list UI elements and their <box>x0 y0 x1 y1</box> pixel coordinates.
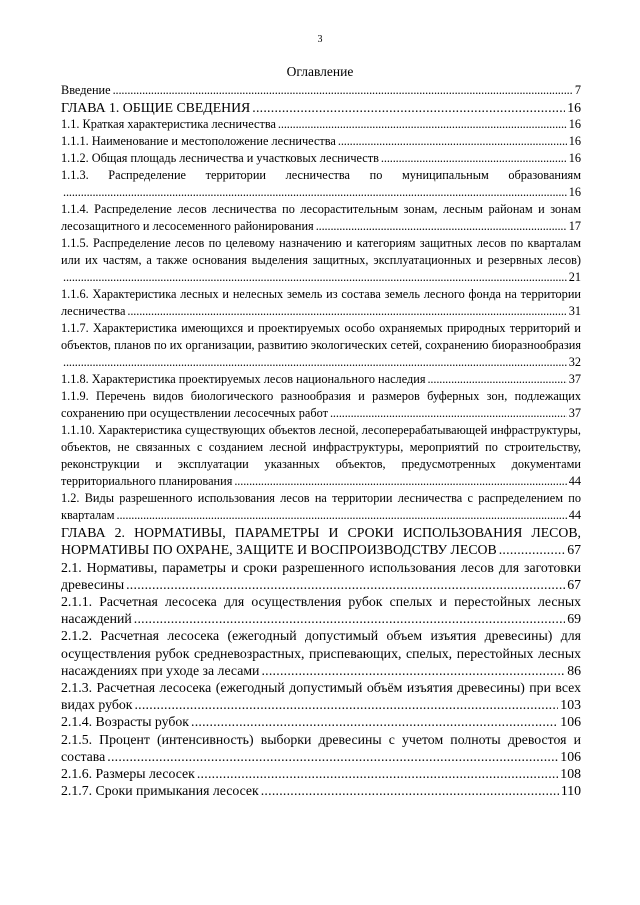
toc-entry-line: 2.1.2. Расчетная лесосека (ежегодный допустимый объем изъятия древесины) для <box>61 628 581 644</box>
dot-leader <box>191 713 558 730</box>
toc-entry-page: 110 <box>560 783 581 799</box>
toc-entry-line: кварталам <box>61 508 115 523</box>
toc-entry-last-line <box>61 269 581 286</box>
toc-entry-page: 16 <box>568 185 581 200</box>
toc-entry-1-1-3[interactable] <box>61 167 581 201</box>
toc-entry-last-line <box>61 507 581 524</box>
toc-entry-page-visible: 44 <box>568 508 581 523</box>
toc-entry-line: 1.1.6. Характеристика лесных и нелесных земель из состава земель лесного фонда на территории <box>61 287 581 302</box>
toc-entry-line: или их частям, а также основания выделения защитных, эксплуатационных и резервных лесов) <box>61 253 581 268</box>
toc-entry-page-visible: 21 <box>568 270 581 285</box>
toc-entry-line: насаждениях при уходе за лесами <box>61 662 260 678</box>
toc-entry-line: 2.1.3. Расчетная лесосека (ежегодный допустимый объём изъятия древесины) при всех <box>61 680 581 696</box>
dot-leader <box>278 116 567 133</box>
toc-entry-2-1-2[interactable] <box>61 627 581 679</box>
toc-entry-line: 1.1.5. Распределение лесов по целевому назначению и категориям защитных лесов по кварталам <box>61 236 581 251</box>
dot-leader <box>330 405 567 422</box>
toc-entry-line: 2.1. Нормативы, параметры и сроки разрешенного использования лесов для заготовки <box>61 559 581 575</box>
toc-entry-page-visible: 86 <box>567 662 581 678</box>
toc-entry-page: 16 <box>568 151 581 166</box>
page-number: 3 <box>317 34 323 45</box>
dot-leader <box>234 473 566 490</box>
toc-entry-line: древесины <box>61 576 125 592</box>
toc-entry-1-1-5[interactable] <box>61 235 581 286</box>
toc-entry-introduction[interactable] <box>61 82 581 99</box>
toc-entry-last-line <box>61 610 581 627</box>
dot-leader <box>117 507 567 524</box>
dot-leader <box>113 82 573 99</box>
toc-entry-page-visible: 69 <box>567 611 581 627</box>
toc-entry-text: 2.1.4. Возрасты рубок <box>61 714 189 730</box>
toc-entry-line: объектов, планов по их организации, развитию экологических сетей, сохранению биоразнообразия <box>61 338 581 353</box>
dot-leader <box>338 133 567 150</box>
toc-entry-page: 106 <box>560 714 581 730</box>
toc-entry-chapter-1[interactable] <box>61 99 581 116</box>
toc-entry-line: объектов, не связанных с созданием лесной инфраструктуры, мероприятий по строительству, <box>61 440 581 455</box>
toc-entry-line: насаждений <box>61 611 132 627</box>
toc-entry-line: реконструкции и эксплуатации указанных объектов, предусмотренных документами <box>61 457 581 472</box>
toc-entry-page: 16 <box>567 100 581 115</box>
toc-entry-2-1-6[interactable] <box>61 765 581 782</box>
toc-entry-page-visible: 37 <box>568 406 581 421</box>
toc-entry-text: 1.1.2. Общая площадь лесничества и участковых лесничеств <box>61 151 379 166</box>
toc-entry-2-1-1[interactable] <box>61 593 581 627</box>
toc-entry-text: 2.1.7. Сроки примыкания лесосек <box>61 783 259 799</box>
toc-entry-last-line <box>61 662 581 679</box>
toc-entry-line: 1.1.9. Перечень видов биологического разнообразия и размеров буферных зон, подлежащих <box>61 389 581 404</box>
toc-entry-page: 7 <box>574 83 581 97</box>
toc-entry-last-line <box>61 218 581 235</box>
toc-entry-1-1-2[interactable] <box>61 150 581 167</box>
toc-entry-text: 1.1.8. Характеристика проектируемых лесов национального наследия <box>61 372 426 387</box>
toc-entry-page-visible: 103 <box>560 697 581 713</box>
toc-entry-1-1-6[interactable] <box>61 286 581 320</box>
dot-leader <box>381 150 567 167</box>
dot-leader <box>261 782 559 799</box>
toc-entry-line: лесозащитного и лесосеменного районирования <box>61 219 314 234</box>
toc-entry-line: видах рубок <box>61 697 133 713</box>
toc-entry-text: 2.1.6. Размеры лесосек <box>61 766 195 782</box>
toc-entry-1-1-9[interactable] <box>61 388 581 422</box>
toc-entry-line: 1.2. Виды разрешенного использования лесов на территории лесничества с распределением по <box>61 491 581 506</box>
toc-entry-page-visible: 44 <box>568 474 581 489</box>
toc-entry-1-1-4[interactable] <box>61 201 581 235</box>
toc-entry-page-visible: 17 <box>568 219 581 234</box>
toc-entry-last-line <box>61 748 581 765</box>
toc-entry-page-visible: 67 <box>567 576 581 592</box>
dot-leader <box>427 371 566 388</box>
table-of-contents <box>61 82 581 799</box>
toc-entry-line: НОРМАТИВЫ ПО ОХРАНЕ, ЗАЩИТЕ И ВОСПРОИЗВОДСТВУ ЛЕСОВ <box>61 542 497 558</box>
toc-entry-line: 1.1.10. Характеристика существующих объектов лесной, лесоперерабатывающей инфраструктуры, <box>61 423 581 438</box>
toc-entry-text: 1.1.1. Наименование и местоположение лесничества <box>61 134 336 149</box>
toc-entry-page: 16 <box>568 134 581 149</box>
toc-entry-2-1-3[interactable] <box>61 679 581 713</box>
dot-leader <box>261 662 565 679</box>
toc-entry-last-line <box>61 576 581 593</box>
toc-entry-last-line <box>61 354 581 371</box>
dot-leader <box>499 541 565 558</box>
toc-entry-page-visible: 106 <box>560 748 581 764</box>
toc-entry-last-line <box>61 405 581 422</box>
dot-leader <box>107 748 558 765</box>
toc-entry-page: 16 <box>568 117 581 132</box>
toc-title: Оглавление <box>286 64 354 79</box>
toc-entry-page-visible: 67 <box>567 542 581 558</box>
toc-entry-line: территориального планирования <box>61 474 233 489</box>
dot-leader <box>126 576 565 593</box>
toc-entry-page: 108 <box>560 766 581 782</box>
toc-entry-text: 1.1.3. Распределение территории лесничества по муниципальным образованиям <box>61 168 581 183</box>
toc-entry-text: 1.1. Краткая характеристика лесничества <box>61 117 276 132</box>
toc-entry-1-2[interactable] <box>61 490 581 524</box>
dot-leader <box>252 99 565 116</box>
toc-entry-1-1-1[interactable] <box>61 133 581 150</box>
dot-leader <box>63 269 567 286</box>
toc-entry-1-1-8[interactable] <box>61 371 581 388</box>
toc-entry-line: ГЛАВА 2. НОРМАТИВЫ, ПАРАМЕТРЫ И СРОКИ ИСПОЛЬЗОВАНИЯ ЛЕСОВ, <box>61 525 581 541</box>
toc-entry-2-1[interactable] <box>61 559 581 593</box>
toc-entry-page-visible: 32 <box>568 355 581 370</box>
dot-leader <box>63 354 567 371</box>
dot-leader <box>316 218 567 235</box>
toc-entry-chapter-2[interactable] <box>61 524 581 558</box>
dot-leader <box>134 696 558 713</box>
toc-entry-1-1-10[interactable] <box>61 422 581 490</box>
toc-entry-last-line <box>61 541 581 558</box>
toc-entry-line: осуществления рубок средневозрастных, приспевающих, спелых, перестойных лесных <box>61 645 581 661</box>
dot-leader <box>63 184 567 201</box>
dot-leader <box>127 303 566 320</box>
toc-entry-page: 37 <box>568 372 581 387</box>
toc-entry-last-line <box>61 473 581 490</box>
toc-entry-2-1-4[interactable] <box>61 713 581 730</box>
toc-entry-last-line <box>61 696 581 713</box>
toc-entry-2-1-7[interactable] <box>61 782 581 799</box>
toc-entry-1-1[interactable] <box>61 116 581 133</box>
toc-entry-text: Введение <box>61 83 111 97</box>
toc-entry-last-line <box>61 303 581 320</box>
toc-entry-1-1-7[interactable] <box>61 320 581 371</box>
toc-entry-line: 2.1.1. Расчетная лесосека для осуществления рубок спелых и перестойных лесных <box>61 594 581 610</box>
toc-entry-line: состава <box>61 748 106 764</box>
dot-leader <box>197 765 558 782</box>
toc-entry-line: сохранению при осуществлении лесосечных работ <box>61 406 328 421</box>
dot-leader <box>134 610 565 627</box>
toc-entry-text: ГЛАВА 1. ОБЩИЕ СВЕДЕНИЯ <box>61 100 251 115</box>
toc-entry-line: 1.1.4. Распределение лесов лесничества по лесорастительным зонам, лесным районам и зонам <box>61 202 581 217</box>
toc-entry-line: 2.1.5. Процент (интенсивность) выборки древесины с учетом полноты древостоя и <box>61 731 581 747</box>
toc-entry-2-1-5[interactable] <box>61 731 581 765</box>
toc-entry-line: 1.1.7. Характеристика имеющихся и проектируемых особо охраняемых природных территорий и <box>61 321 581 336</box>
toc-entry-line: лесничества <box>61 304 126 319</box>
toc-entry-page-visible: 31 <box>568 304 581 319</box>
